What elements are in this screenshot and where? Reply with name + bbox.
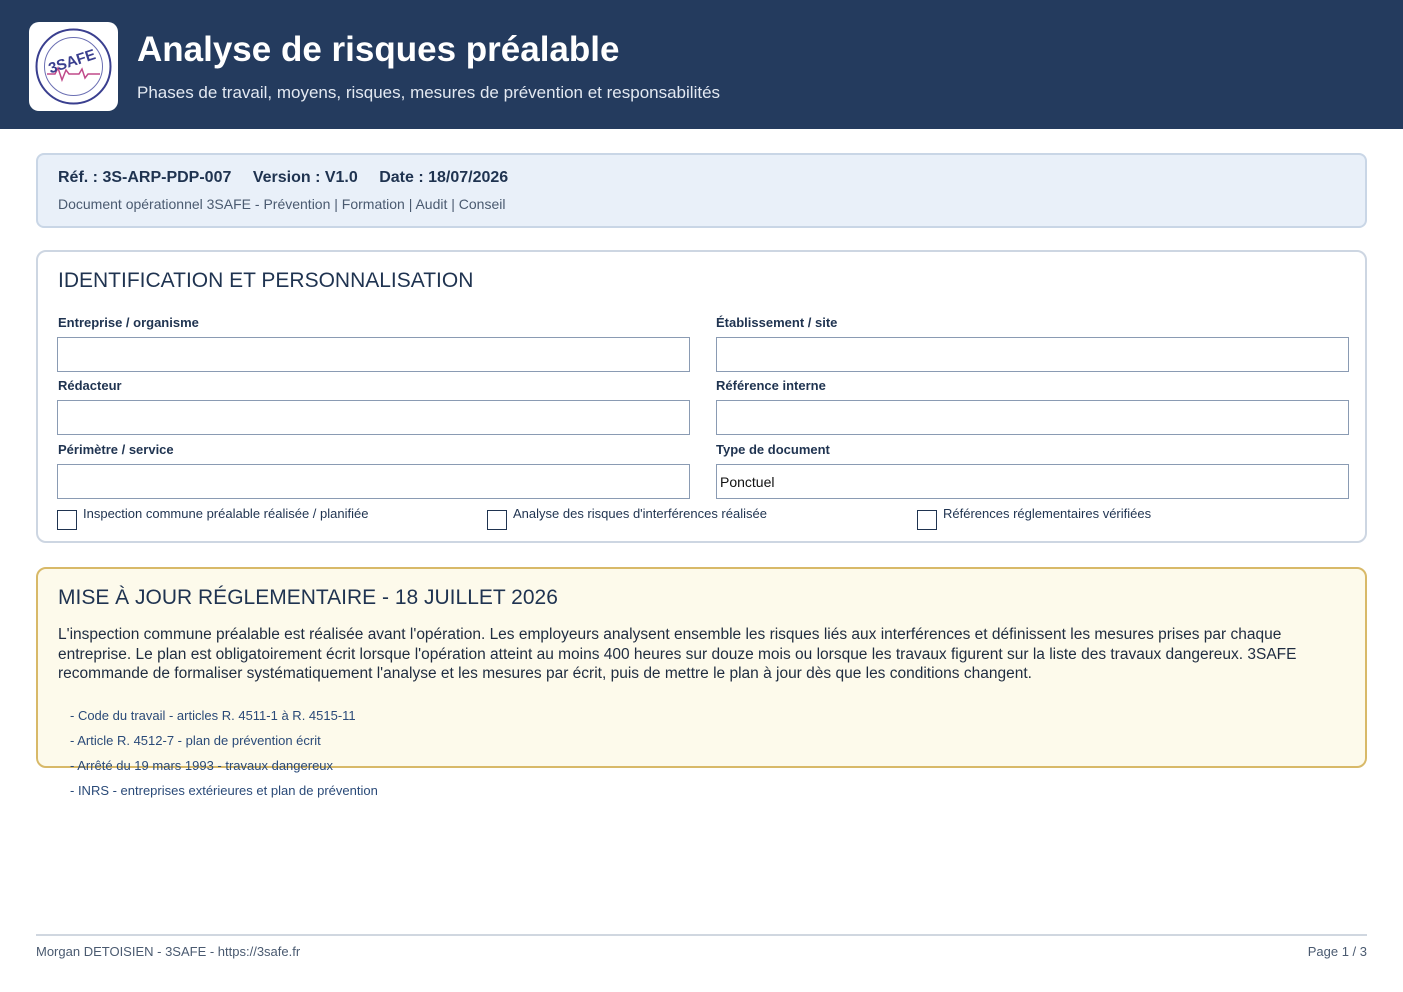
site-input[interactable] (716, 337, 1349, 372)
checkbox-label: Références réglementaires vérifiées (943, 506, 1152, 521)
reference-code: Réf. : 3S-ARP-PDP-007 (58, 169, 232, 186)
author-label: Rédacteur (58, 378, 122, 393)
reference-date: Date : 18/07/2026 (379, 169, 509, 186)
author-input[interactable] (57, 400, 690, 435)
checkbox-square[interactable] (917, 510, 937, 530)
regulatory-references-checkbox[interactable] (917, 506, 1151, 530)
checkbox-label: Inspection commune préalable réalisée / planifiée (83, 506, 369, 521)
company-input[interactable] (57, 337, 690, 372)
page-number: Page 1 / 3 (1307, 944, 1367, 959)
checkbox-label: Analyse des risques d'interférences réalisée (513, 506, 767, 521)
internal-reference-input[interactable] (716, 400, 1349, 435)
reference-version: Version : V1.0 (252, 169, 358, 186)
logo-text: 3SAFE (46, 46, 98, 78)
identification-section (36, 250, 1367, 543)
page-subtitle: Phases de travail, moyens, risques, mesures de prévention et responsabilités (137, 83, 721, 102)
company-logo (29, 22, 118, 111)
document-type-input[interactable] (716, 464, 1349, 499)
checkbox-square[interactable] (57, 510, 77, 530)
checkbox-square[interactable] (487, 510, 507, 530)
reference-line (58, 169, 525, 187)
page-header (0, 0, 1403, 129)
reference-link[interactable]: - INRS - entreprises extérieures et plan de prévention (70, 783, 378, 798)
joint-inspection-checkbox[interactable] (57, 506, 368, 530)
site-label: Établissement / site (716, 315, 838, 330)
interference-analysis-checkbox[interactable] (487, 506, 767, 530)
reference-description: Document opérationnel 3SAFE - Prévention | Formation | Audit | Conseil (58, 196, 506, 212)
reference-card (36, 153, 1367, 228)
reference-link[interactable]: - Code du travail - articles R. 4511-1 à R. 4515-11 (70, 708, 356, 723)
footer-author: Morgan DETOISIEN - 3SAFE - https://3safe.fr (36, 944, 301, 959)
logo-seal-icon (33, 26, 114, 107)
reference-link[interactable]: - Arrêté du 19 mars 1993 - travaux dangereux (70, 758, 334, 773)
regulatory-update-title: MISE À JOUR RÉGLEMENTAIRE - 18 JUILLET 2026 (58, 586, 558, 609)
identification-title: IDENTIFICATION ET PERSONNALISATION (58, 269, 474, 292)
regulatory-references-list (70, 703, 378, 803)
internal-reference-label: Référence interne (716, 378, 826, 393)
scope-label: Périmètre / service (58, 442, 174, 457)
document-type-label: Type de document (716, 442, 830, 457)
scope-input[interactable] (57, 464, 690, 499)
page-title: Analyse de risques préalable (137, 30, 620, 69)
reference-link[interactable]: - Article R. 4512-7 - plan de prévention écrit (70, 733, 321, 748)
regulatory-update-text: L'inspection commune préalable est réalisée avant l'opération. Les employeurs analysent ensemble les risques liés aux interférences et définissent les mesures prises par chaque entreprise. Le plan est obligatoirement écrit lorsque l'opération atteint au moins 400 heures sur douze mois ou lorsque les travaux figurent sur la liste des travaux dangereux. 3SAFE recommande de formaliser systématiquement l'analyse et les mesures par écrit, puis de mettre le plan à jour dès que les conditions changent. (58, 626, 1297, 682)
company-label: Entreprise / organisme (58, 315, 199, 330)
footer-divider (36, 934, 1367, 936)
